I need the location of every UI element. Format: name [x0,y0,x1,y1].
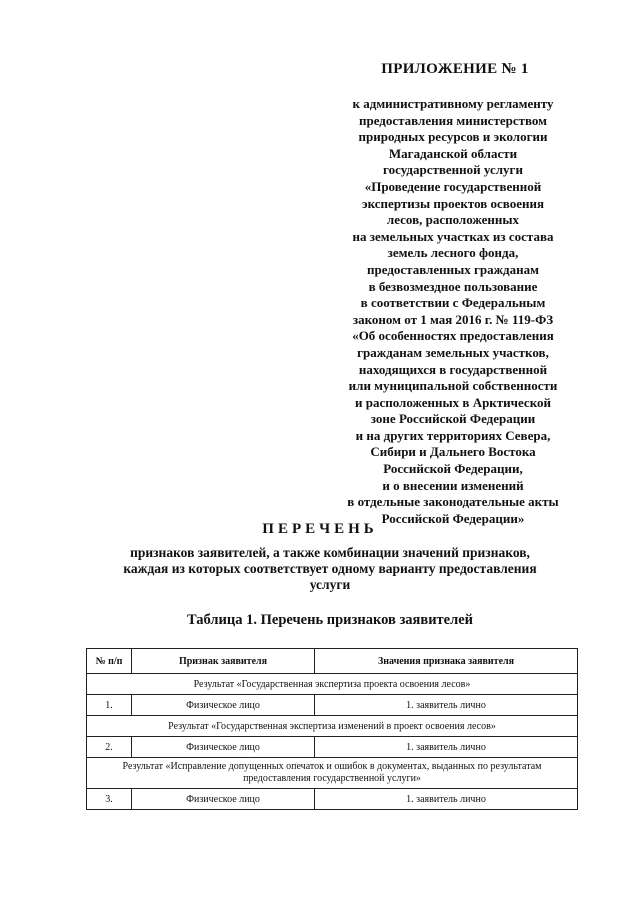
header-number: № п/п [87,649,132,674]
header-value: Значения признака заявителя [315,649,578,674]
appendix-line: государственной услуги [383,162,523,178]
appendix-title: ПРИЛОЖЕНИЕ № 1 [381,61,529,77]
appendix-line: природных ресурсов и экологии [358,129,548,145]
appendix-line: и о внесении изменений [382,477,524,493]
result-cell: Результат «Государственная экспертиза изменений в проект освоения лесов» [87,716,578,737]
appendix-body [318,96,588,527]
appendix-line: предоставления министерством [358,112,548,128]
row-number: 2. [87,737,132,758]
table-result-row [87,716,578,737]
appendix-line: «Проведение государственной [364,178,542,194]
row-number: 1. [87,695,132,716]
row-value: 1. заявитель лично [315,695,578,716]
table-title: Таблица 1. Перечень признаков заявителей [186,612,474,628]
appendix-line: к административному регламенту [352,96,554,111]
table-row [87,695,578,716]
appendix-line: Российской Федерации» [381,510,525,526]
subtitle-line: каждая из которых соответствует одному варианту предоставления [123,561,537,576]
row-value: 1. заявитель лично [315,737,578,758]
row-value: 1. заявитель лично [315,789,578,810]
appendix-line: лесов, расположенных [386,212,520,228]
row-number: 3. [87,789,132,810]
result-cell: Результат «Исправление допущенных опечаток и ошибок в документах, выданных по результатам предоставления государственной услуги» [87,758,578,789]
table-result-row [87,758,578,789]
appendix-line: предоставленных гражданам [367,261,539,277]
appendix-line: «Об особенностях предоставления [352,328,554,344]
subtitle-line: услуги [309,577,351,592]
appendix-line: Магаданской области [388,145,518,161]
applicant-signs-table [86,648,578,810]
appendix-line: земель лесного фонда, [387,245,519,261]
table-row [87,737,578,758]
row-sign: Физическое лицо [132,789,315,810]
row-sign: Физическое лицо [132,695,315,716]
appendix-line: Российской Федерации, [383,461,523,477]
perechen-heading: ПЕРЕЧЕНЬ [262,521,378,537]
header-sign: Признак заявителя [132,649,315,674]
appendix-line: гражданам земельных участков, [357,344,549,360]
appendix-line: в отдельные законодательные акты [347,494,559,510]
row-sign: Физическое лицо [132,737,315,758]
subtitle-line: признаков заявителей, а также комбинации значений признаков, [130,545,530,560]
appendix-line: законом от 1 мая 2016 г. № 119-ФЗ [352,311,554,327]
table-result-row [87,674,578,695]
perechen-subtitle [80,545,580,593]
result-cell: Результат «Государственная экспертиза проекта освоения лесов» [87,674,578,695]
appendix-line: на земельных участках из состава [352,228,554,244]
appendix-line: в безвозмездное пользование [368,278,538,294]
appendix-line: и расположенных в Арктической [354,394,552,410]
appendix-line: и на других территориях Севера, [355,427,551,443]
appendix-line: или муниципальной собственности [348,378,558,394]
appendix-line: в соответствии с Федеральным [360,295,546,311]
appendix-line: экспертизы проектов освоения [362,195,544,211]
appendix-line: зоне Российской Федерации [370,411,536,427]
appendix-line: Сибири и Дальнего Востока [370,444,536,460]
table-header-row [87,649,578,674]
appendix-line: находящихся в государственной [358,361,548,377]
table-row [87,789,578,810]
